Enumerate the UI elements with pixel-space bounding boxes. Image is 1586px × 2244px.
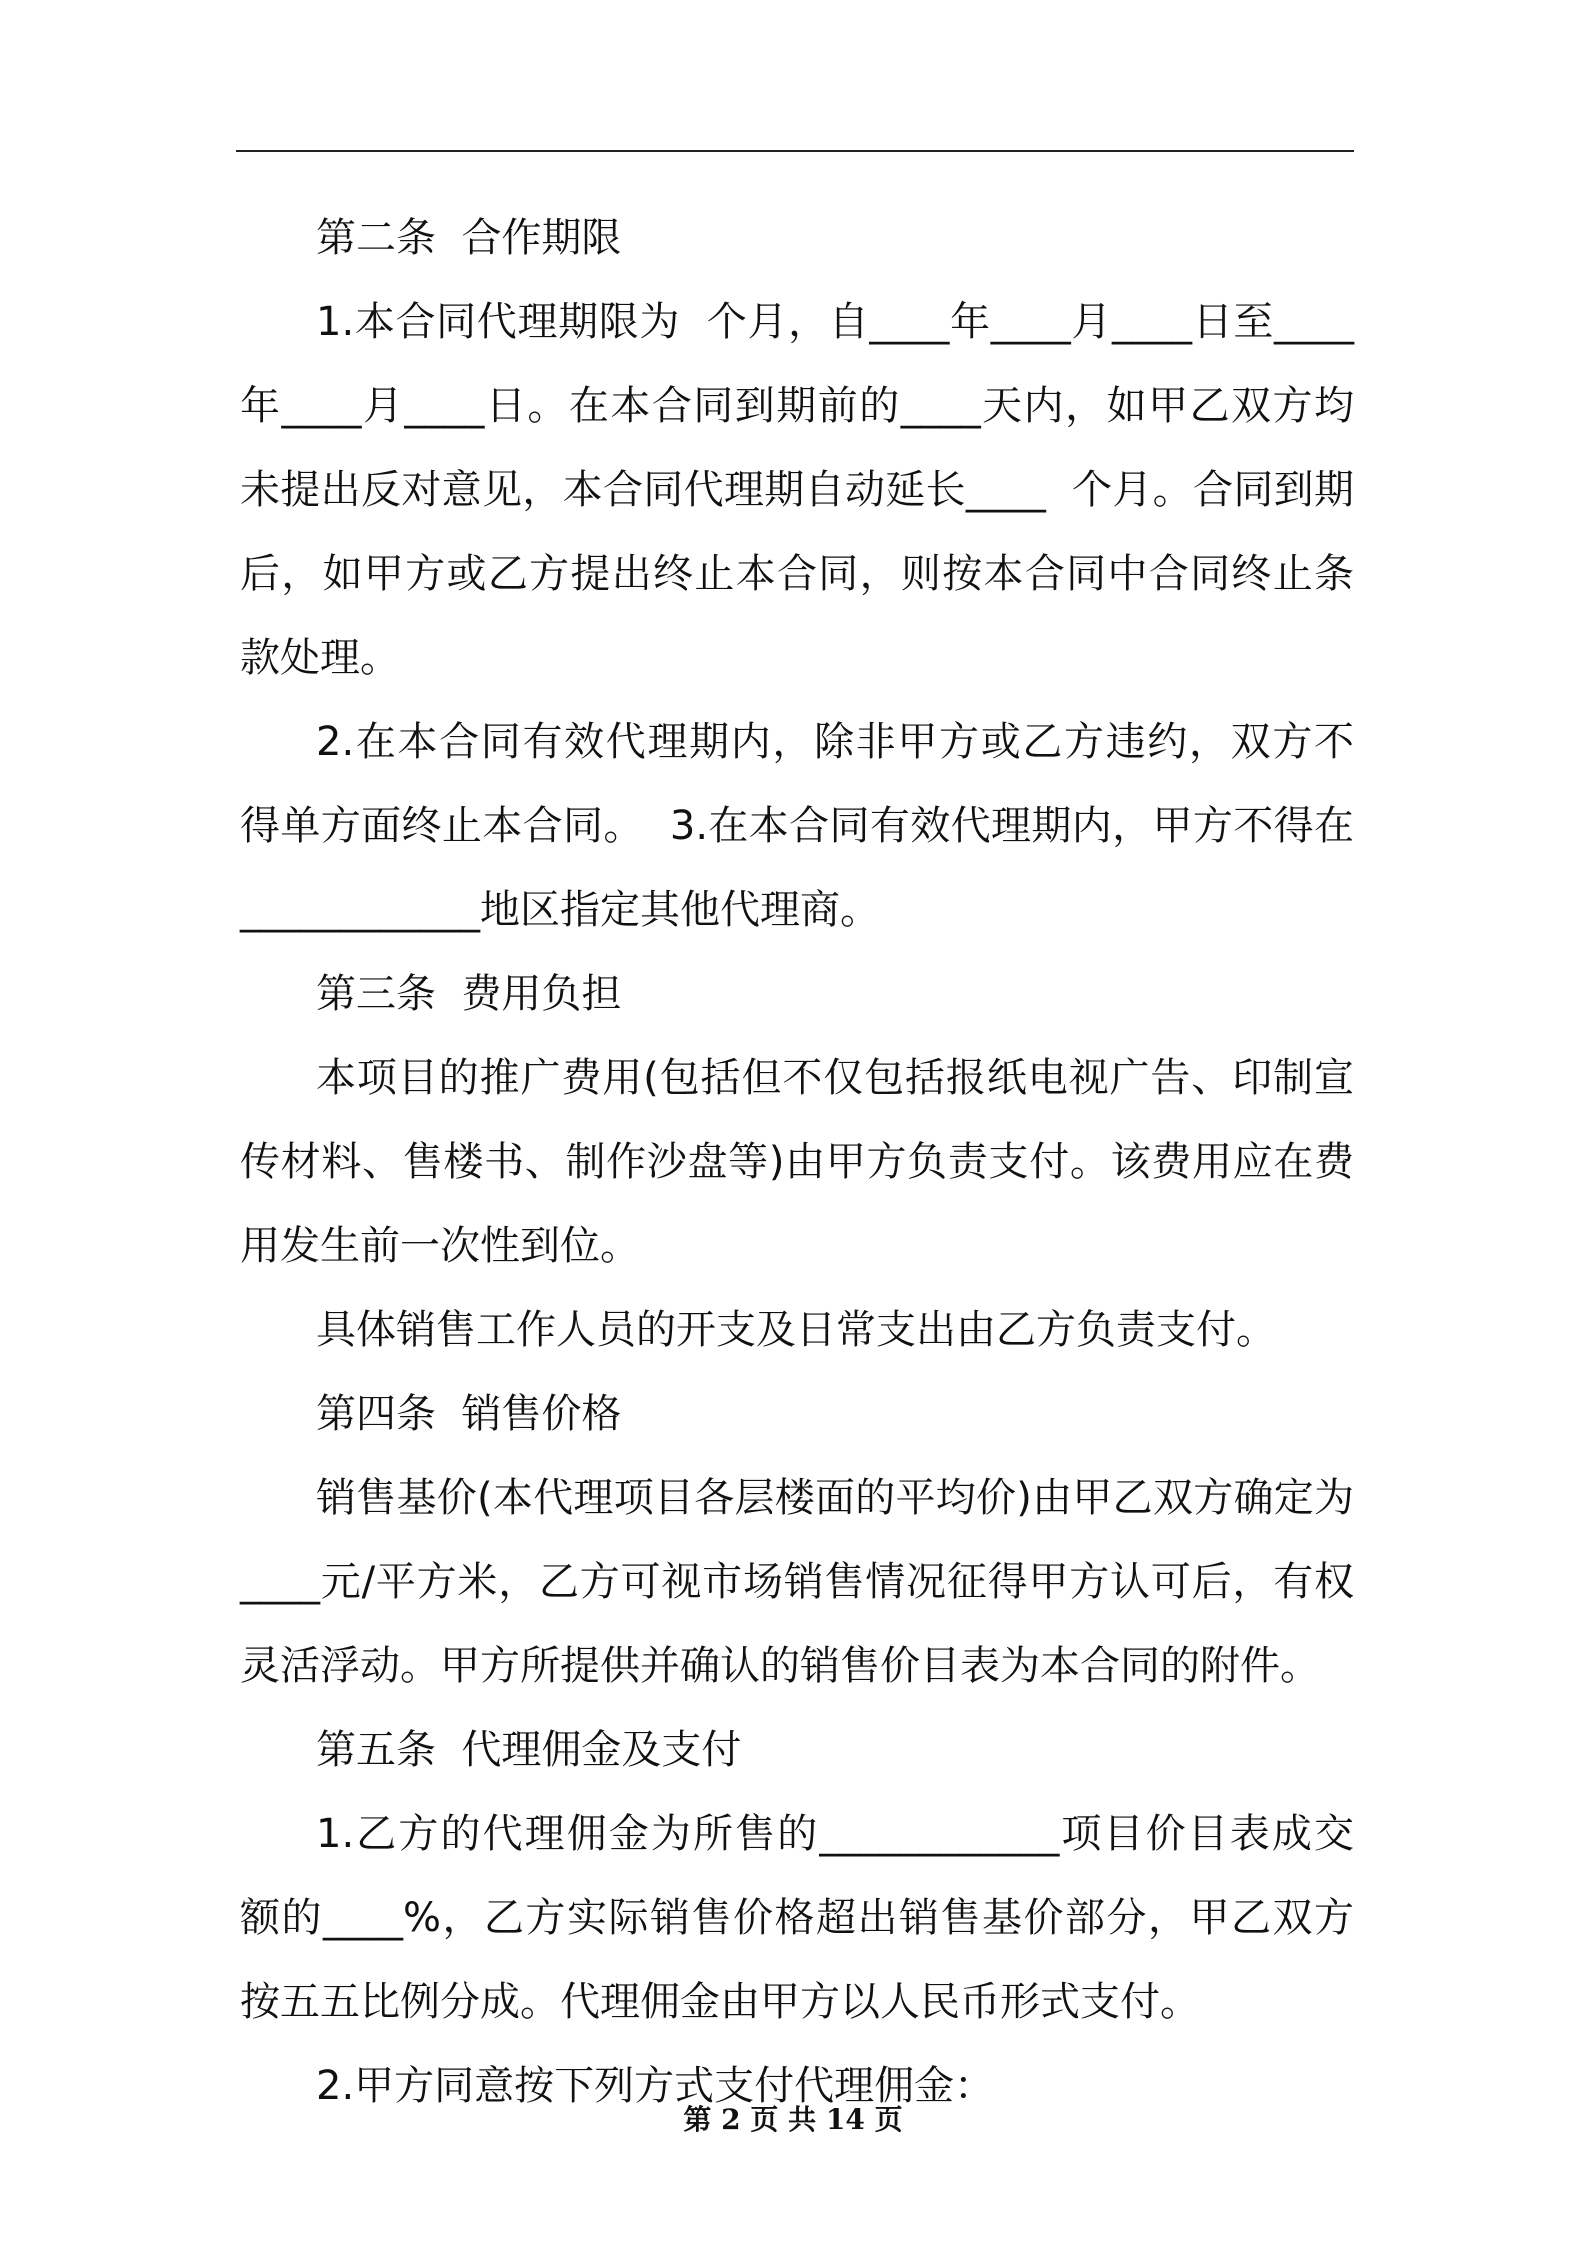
clause-5-heading: 第五条 代理佣金及支付 bbox=[316, 1727, 742, 1773]
clause-4-heading: 第四条 销售价格 bbox=[316, 1391, 622, 1437]
clause-3-paragraph-2: 具体销售工作人员的开支及日常支出由乙方负责支付。 bbox=[316, 1307, 1276, 1353]
clause-3-heading: 第三条 费用负担 bbox=[316, 971, 622, 1017]
clause-2-item-1: 1.本合同代理期限为 个月，自____年____月____日至____年____月____日。在本合同到期前的____天内，如甲乙双方均未提出反对意见，本合同代理期自动延长____ 个月。合同到期后，如甲方或乙方提出终止本合同，则按本合同中合同终止条款处理。 bbox=[240, 299, 1354, 681]
clause-2-heading: 第二条 合作期限 bbox=[316, 215, 622, 261]
clause-4-paragraph: 销售基价(本代理项目各层楼面的平均价)由甲乙双方确定为____元/平方米，乙方可视市场销售情况征得甲方认可后，有权灵活浮动。甲方所提供并确认的销售价目表为本合同的附件。 bbox=[240, 1475, 1354, 1689]
clause-2-item-2-3: 2.在本合同有效代理期内，除非甲方或乙方违约，双方不得单方面终止本合同。 3.在本合同有效代理期内，甲方不得在____________地区指定其他代理商。 bbox=[240, 719, 1354, 933]
document-body bbox=[240, 196, 1354, 2128]
clause-5-item-1: 1.乙方的代理佣金为所售的____________项目价目表成交额的____%，乙方实际销售价格超出销售基价部分，甲乙双方按五五比例分成。代理佣金由甲方以人民币形式支付。 bbox=[240, 1811, 1354, 2025]
clause-3-paragraph-1: 本项目的推广费用(包括但不仅包括报纸电视广告、印制宣传材料、售楼书、制作沙盘等)由甲方负责支付。该费用应在费用发生前一次性到位。 bbox=[240, 1055, 1354, 1269]
clause-5-item-2: 2.甲方同意按下列方式支付代理佣金： bbox=[316, 2063, 995, 2109]
page-number: 第 2 页 共 14 页 bbox=[683, 2103, 903, 2136]
header-rule bbox=[236, 150, 1354, 152]
